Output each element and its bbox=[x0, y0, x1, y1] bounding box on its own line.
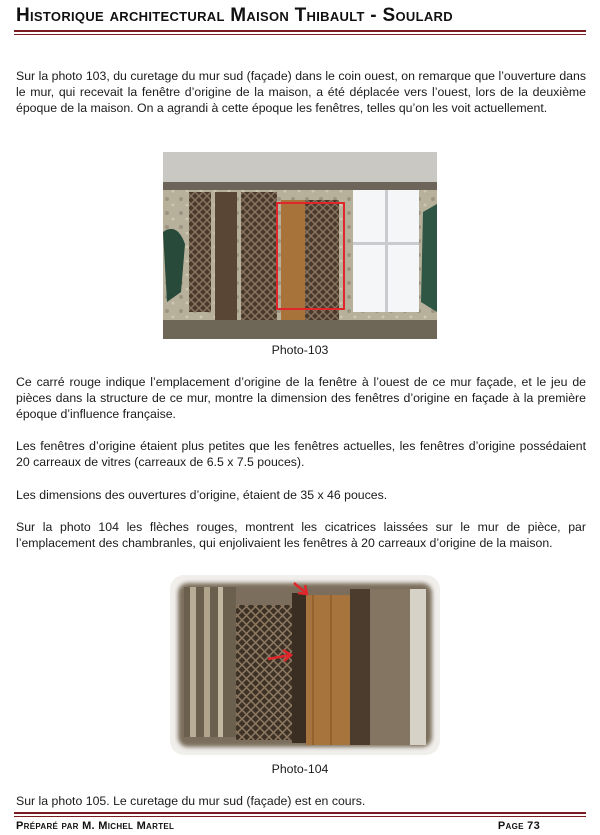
paragraph-photo-105: Sur la photo 105. Le curetage du mur sud (façade) est en cours. bbox=[16, 794, 366, 808]
paragraph-window-panes: Les fenêtres d’origine étaient plus petites que les fenêtres actuelles, les fenêtres d’origine possédaient 20 carreaux de vitres (carreaux de 6.5 x 7.5 pouces). bbox=[16, 439, 586, 469]
footer-page-number: Page 73 bbox=[497, 820, 540, 832]
footer-rule bbox=[14, 812, 586, 814]
paragraph-red-square: Ce carré rouge indique l’emplacement d’origine de la fenêtre à l’ouest de ce mur façade, et le jeu de pièces dans la structure de ce mur, montre la dimension des fenêtres d’origine en façade à la première époque d’influence française. bbox=[16, 375, 586, 421]
paragraph-photo-104-intro: Sur la photo 104 les flèches rouges, montrent les cicatrices laissées sur le mur de pièce, par l’emplacement des chambranles, qui enjolivaient les fenêtres à 20 carreaux d’origine de la maison. bbox=[16, 520, 586, 550]
header-rule bbox=[14, 30, 586, 32]
paragraph-dimensions: Les dimensions des ouvertures d’origine, étaient de 35 x 46 pouces. bbox=[16, 488, 388, 502]
paragraph-photo-103-intro: Sur la photo 103, du curetage du mur sud (façade) dans le coin ouest, on remarque que l’ouverture dans le mur, qui recevait la fenêtre d’origine de la maison, a été déplacée vers l’ouest, lors de la deuxième époque de la maison. On a agrandi à cette époque les fenêtres, telles qu’on les voit actuellement. bbox=[16, 69, 586, 115]
header-rule-thin bbox=[14, 34, 586, 35]
footer-prepared-by: Préparé par M. Michel Martel bbox=[16, 820, 175, 832]
page-header-title: Historique architectural Maison Thibault - Soulard bbox=[16, 5, 453, 26]
photo-104-image bbox=[170, 575, 440, 755]
photo-103-caption: Photo-103 bbox=[271, 343, 329, 357]
photo-103-image bbox=[163, 152, 437, 339]
footer-rule-thin bbox=[14, 816, 586, 817]
photo-104-caption: Photo-104 bbox=[271, 762, 329, 776]
